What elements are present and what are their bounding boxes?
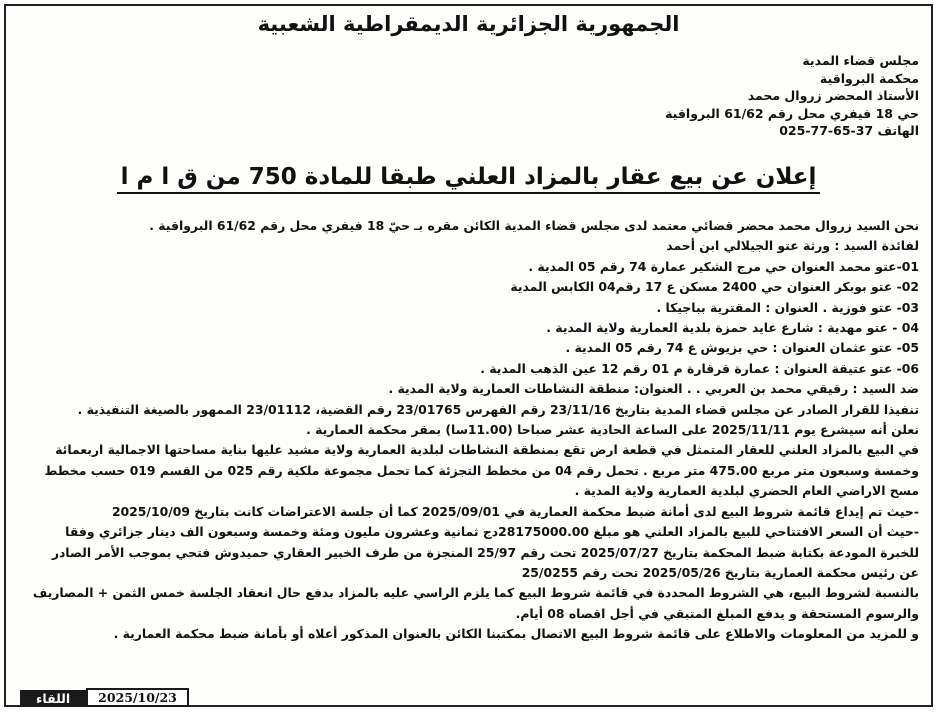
body-line: عن رئيس محكمة العمارية بتاريخ 2025/05/26 تحت رقم 25/0255 <box>521 564 919 580</box>
body-line: لفائدة السيد : ورثة عتو الجيلالي ابن أحمد <box>666 238 919 254</box>
bailiff-name: الأستاذ المحضر زروال محمد <box>747 88 919 103</box>
body-line: للخبرة المودعة بكتابة ضبط المحكمة بتاريخ 2025/07/27 تحت رقم 25/97 المنجزة من طرف الخبير العقاري حميدوش فتحي بموجب الأمر الصادر <box>51 544 919 560</box>
bailiff-phone: الهاتف 37-65-77-025 <box>779 123 919 138</box>
republic-title: الجمهورية الجزائرية الديمقراطية الشعبية <box>257 12 680 36</box>
publication-footer <box>18 688 189 707</box>
body-line: وخمسة وسبعون متر مربع 475.00 متر مربع . تحمل رقم 04 من مخطط التجزئة كما تحمل مجموعة ملكية رقم 025 من القسم 019 حسب مخطط <box>44 462 919 478</box>
court-name: محكمة البرواقية <box>819 70 919 86</box>
body-line: 05- عتو عثمان العنوان : حي بزيوش ع 74 رقم 05 المدية . <box>565 340 919 356</box>
bailiff-address: حي 18 فيفري محل رقم 61/62 البرواقية <box>665 105 919 121</box>
announcement-body <box>14 216 919 645</box>
announcement-title <box>6 164 931 190</box>
court-council: مجلس قضاء المدية <box>802 53 919 68</box>
body-line: ضد السيد : رقيقي محمد بن العربي . . العنوان: منطقة النشاطات العمارية ولاية المدية . <box>388 381 919 397</box>
body-line: مسح الاراضي العام الحضري لبلدية العمارية ولاية المدية . <box>574 483 919 499</box>
body-line: 01-عتو محمد العنوان حي مرج الشكير عمارة 74 رقم 05 المدية . <box>528 258 919 274</box>
publication-name: اللقاء <box>20 690 86 707</box>
body-line: نعلن أنه سيشرع يوم 2025/11/11 على الساعة الحادية عشر صباحا (11.00سا) بمقر محكمة العمارية . <box>306 422 919 438</box>
body-line: بالنسبة لشروط البيع، هي الشروط المحددة في قائمة شروط البيع كما يلزم الراسي عليه بالمزاد بدفع حال انعقاد الجلسة خمس الثمن + المصاريف <box>32 585 919 601</box>
body-line: 02- عتو بوبكر العنوان حي 2400 مسكن ع 17 رقم04 الكابس المدية <box>510 279 919 295</box>
body-line: 06- عتو عتيقة العنوان : عمارة قرقارة م 01 رقم 12 عين الذهب المدية . <box>480 360 919 376</box>
body-line: والرسوم المستحقة و يدفع المبلغ المتبقي في أجل اقصاه 08 أيام. <box>515 605 919 621</box>
body-line: تنفيذا للقرار الصادر عن مجلس قضاء المدية بتاريخ 23/11/16 رقم الفهرس 23/01765 رقم القضية، 23/01112 الممهور بالصيغة التنفيذية . <box>77 401 919 417</box>
body-line: 03- عتو فوزية . العنوان : المقترية بباجيكا . <box>656 299 919 315</box>
body-line: -حيث أن السعر الافتتاحي للبيع بالمزاد العلني هو مبلغ 28175000.00دج ثمانية وعشرون مليون ومئة وخمسة وسبعون الف دينار جزائري وفقا <box>65 524 919 540</box>
body-line: -حيث تم إيداع قائمة شروط البيع لدى أمانة ضبط محكمة العمارية في 2025/09/01 كما أن جلسة الاعتراضات كانت بتاريخ 2025/10/09 <box>111 503 919 519</box>
announcement-title-text: إعلان عن بيع عقار بالمزاد العلني طبقا للمادة 750 من ق ا م ا <box>117 164 821 194</box>
announcement-page <box>4 4 933 707</box>
body-line: و للمزيد من المعلومات والاطلاع على قائمة شروط البيع الاتصال بمكتبنا الكائن بالعنوان المذكور أعلاه أو بأمانة ضبط محكمة العمارية . <box>113 626 919 642</box>
bailiff-info <box>665 52 919 140</box>
body-line: نحن السيد زروال محمد محضر قضائي معتمد لدى مجلس قضاء المدية الكائن مقره بـ حيّ 18 فيفري محل رقم 61/62 البرواقية . <box>149 218 919 233</box>
body-line: 04 - عتو مهدية : شارع عايد حمزة بلدية العمارية ولاية المدية . <box>546 320 919 336</box>
body-line: في البيع بالمزاد العلني للعقار المتمثل في قطعة ارض تقع بمنطقة النشاطات لبلدية العمارية ولاية مشيد عليها بناية مساحتها الاجمالية اربعمائة <box>55 442 919 458</box>
publication-date: 2025/10/23 <box>86 688 189 707</box>
